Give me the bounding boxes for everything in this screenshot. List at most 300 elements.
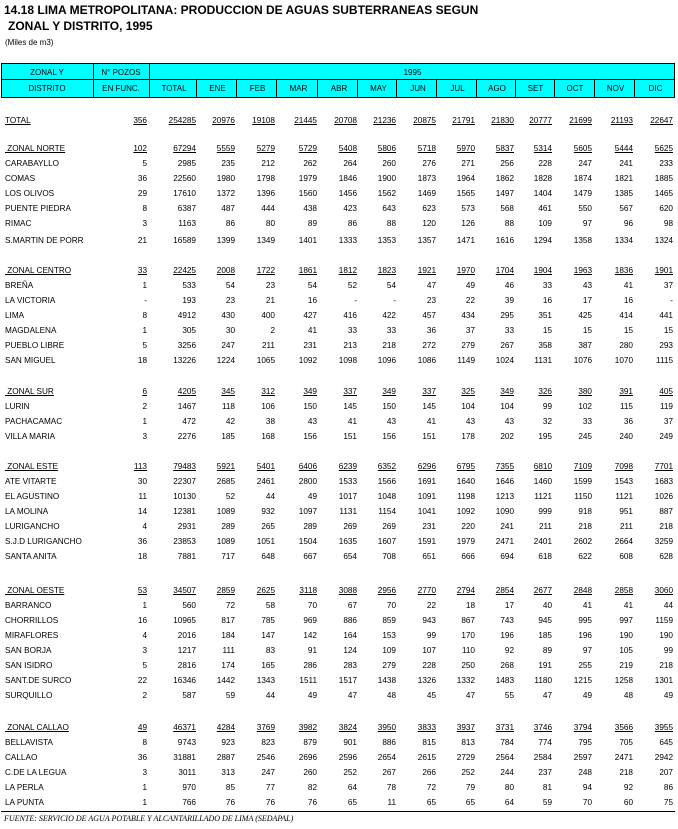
month-cell: 111	[222, 646, 235, 655]
month-cell: 785	[261, 616, 275, 625]
table-bottom-rule	[1, 811, 675, 812]
month-cell: 142	[303, 631, 317, 640]
month-cell: 40	[542, 601, 552, 610]
total-cell: 3011	[178, 768, 196, 777]
month-cell: 196	[500, 631, 514, 640]
pozos-cell: 29	[137, 189, 147, 198]
month-cell: 7109	[573, 462, 592, 471]
month-cell: 218	[578, 522, 592, 531]
month-cell: 313	[221, 768, 235, 777]
month-cell: 3731	[495, 723, 514, 732]
month-cell: 54	[307, 281, 317, 290]
month-cell: 2461	[256, 477, 275, 486]
header-month: ENE	[209, 84, 226, 93]
total-cell: 10965	[173, 616, 196, 625]
month-cell: 15	[663, 326, 673, 335]
month-cell: 15	[623, 326, 633, 335]
row-label: S.MARTIN DE PORR	[5, 236, 84, 245]
district-row	[0, 216, 678, 231]
month-cell: 3118	[299, 586, 317, 595]
month-cell: 1963	[573, 266, 592, 275]
month-cell: 202	[500, 432, 514, 441]
month-cell: 568	[500, 204, 514, 213]
month-cell: 33	[582, 417, 592, 426]
month-cell: 65	[426, 798, 436, 807]
month-cell: 1460	[533, 477, 552, 486]
month-cell: 260	[303, 768, 317, 777]
header-col-divider	[554, 79, 555, 98]
month-cell: 115	[619, 402, 633, 411]
month-cell: 42	[225, 417, 235, 426]
month-cell: 124	[343, 646, 357, 655]
header-col-divider	[357, 79, 358, 98]
month-cell: 3982	[298, 723, 317, 732]
row-label: ATE VITARTE	[5, 477, 57, 486]
month-cell: 82	[307, 783, 317, 792]
month-cell: 77	[265, 783, 275, 792]
month-cell: 5921	[216, 462, 235, 471]
month-cell: 22647	[650, 116, 673, 125]
month-cell: 211	[538, 522, 552, 531]
pozos-cell: 49	[137, 723, 147, 732]
month-cell: 2008	[216, 266, 235, 275]
month-cell: 349	[500, 387, 514, 396]
month-cell: 1326	[417, 676, 436, 685]
month-cell: 1862	[495, 174, 514, 183]
pozos-cell: 1	[142, 417, 147, 426]
month-cell: 269	[343, 522, 357, 531]
pozos-cell: 5	[142, 341, 147, 350]
header-pozos: N° POZOS	[101, 68, 141, 77]
month-cell: 220	[461, 522, 475, 531]
month-cell: 2770	[417, 586, 436, 595]
month-cell: 21	[265, 296, 275, 305]
header-month: ABR	[330, 84, 348, 93]
total-cell: 4912	[177, 311, 196, 320]
header-col-divider	[396, 79, 397, 98]
month-cell: 2854	[495, 586, 514, 595]
month-cell: 262	[303, 159, 317, 168]
month-cell: 391	[619, 387, 633, 396]
month-cell: 145	[343, 402, 357, 411]
total-cell: 2016	[177, 631, 196, 640]
month-cell: 1024	[495, 356, 514, 365]
pozos-cell: 30	[137, 477, 147, 486]
month-cell: 119	[659, 402, 673, 411]
row-label: BELLAVISTA	[5, 738, 53, 747]
month-cell: 1092	[456, 507, 475, 516]
month-cell: 47	[347, 691, 357, 700]
month-cell: 1616	[495, 236, 514, 245]
month-cell: 550	[578, 204, 592, 213]
month-cell: 218	[659, 661, 673, 670]
month-cell: 774	[538, 738, 552, 747]
month-cell: 651	[422, 552, 436, 561]
total-cell: 34507	[173, 586, 196, 595]
month-cell: 1562	[377, 189, 396, 198]
month-cell: 351	[538, 311, 552, 320]
page-subtitle: ZONAL Y DISTRITO, 1995	[8, 19, 153, 33]
month-cell: 2401	[533, 537, 552, 546]
month-cell: 694	[500, 552, 514, 561]
month-cell: 185	[221, 432, 235, 441]
month-cell: 1980	[216, 174, 235, 183]
month-cell: 1828	[533, 174, 552, 183]
month-cell: 170	[461, 631, 475, 640]
zonal-row	[0, 141, 678, 156]
row-label: ZONAL ESTE	[5, 462, 58, 471]
month-cell: 231	[303, 341, 317, 350]
month-cell: 400	[261, 311, 275, 320]
row-label: LA PERLA	[5, 783, 44, 792]
month-cell: 18	[465, 601, 475, 610]
pozos-cell: 3	[142, 646, 147, 655]
month-cell: 951	[619, 507, 633, 516]
month-cell: 6239	[338, 462, 357, 471]
zonal-row	[0, 384, 678, 399]
month-cell: 815	[422, 738, 436, 747]
month-cell: 795	[578, 738, 592, 747]
month-cell: 235	[221, 159, 235, 168]
month-cell: 92	[504, 646, 514, 655]
row-label: ZONAL CENTRO	[5, 266, 72, 275]
month-cell: 41	[426, 417, 436, 426]
month-cell: 1017	[338, 492, 357, 501]
month-cell: 1964	[456, 174, 475, 183]
pozos-cell: 16	[137, 616, 147, 625]
month-cell: 1683	[654, 477, 673, 486]
month-cell: 80	[265, 219, 275, 228]
month-cell: 59	[225, 691, 235, 700]
month-cell: 147	[261, 631, 275, 640]
month-cell: 37	[465, 326, 475, 335]
district-row	[0, 673, 678, 688]
month-cell: 717	[221, 552, 235, 561]
pozos-cell: -	[144, 296, 147, 305]
pozos-cell: 8	[142, 738, 147, 747]
month-cell: 3259	[654, 537, 673, 546]
month-cell: 667	[303, 552, 317, 561]
month-cell: 654	[343, 552, 357, 561]
pozos-cell: 356	[133, 116, 147, 125]
header-month: NOV	[606, 84, 625, 93]
month-cell: 1798	[256, 174, 275, 183]
total-cell: 22560	[173, 174, 196, 183]
month-cell: 16	[307, 296, 317, 305]
month-cell: 247	[221, 341, 235, 350]
month-cell: 164	[343, 631, 357, 640]
month-cell: 1097	[298, 507, 317, 516]
header-month: OCT	[566, 84, 584, 93]
month-cell: 280	[619, 341, 633, 350]
month-cell: 97	[582, 219, 592, 228]
month-cell: 64	[347, 783, 357, 792]
month-cell: 54	[225, 281, 235, 290]
month-cell: 3833	[417, 723, 436, 732]
month-cell: 165	[261, 661, 275, 670]
district-row	[0, 201, 678, 216]
month-cell: 1901	[654, 266, 673, 275]
month-cell: 2956	[377, 586, 396, 595]
month-cell: 86	[347, 219, 357, 228]
month-cell: 110	[461, 646, 475, 655]
header-month: AGO	[488, 84, 506, 93]
month-cell: 1159	[655, 616, 673, 625]
total-cell: 472	[182, 417, 196, 426]
pozos-cell: 3	[142, 432, 147, 441]
month-cell: 1396	[256, 189, 275, 198]
month-cell: 79	[465, 783, 475, 792]
month-cell: 89	[542, 646, 552, 655]
month-cell: 5970	[456, 144, 475, 153]
month-cell: 233	[659, 159, 673, 168]
month-cell: 276	[422, 159, 436, 168]
month-cell: 1511	[299, 676, 317, 685]
month-cell: 30	[225, 326, 235, 335]
month-cell: 48	[386, 691, 396, 700]
header-col-divider	[317, 79, 318, 98]
month-cell: 102	[578, 402, 592, 411]
month-cell: 241	[500, 522, 514, 531]
month-cell: 105	[619, 646, 633, 655]
month-cell: 813	[461, 738, 475, 747]
month-cell: 47	[426, 281, 436, 290]
header-col-divider	[594, 79, 595, 98]
district-row	[0, 534, 678, 549]
month-cell: 2	[270, 326, 275, 335]
month-cell: 33	[347, 326, 357, 335]
header-col-divider	[634, 79, 635, 98]
month-cell: 1224	[216, 356, 235, 365]
month-cell: 1180	[534, 676, 552, 685]
month-cell: 1399	[216, 236, 235, 245]
month-cell: 444	[261, 204, 275, 213]
row-label: VILLA MARIA	[5, 432, 56, 441]
month-cell: 96	[623, 219, 633, 228]
total-cell: 970	[182, 783, 196, 792]
month-cell: 995	[578, 616, 592, 625]
pozos-cell: 8	[142, 204, 147, 213]
month-cell: 2859	[216, 586, 235, 595]
month-cell: 33	[386, 326, 396, 335]
district-row	[0, 549, 678, 564]
month-cell: 1722	[256, 266, 275, 275]
month-cell: 867	[461, 616, 475, 625]
row-label: MIRAFLORES	[5, 631, 59, 640]
page-title: 14.18 LIMA METROPOLITANA: PRODUCCION DE AGUAS SUBTERRANEAS SEGUN	[4, 3, 479, 17]
district-row	[0, 323, 678, 338]
total-cell: 193	[182, 296, 196, 305]
month-cell: 1921	[417, 266, 436, 275]
district-row	[0, 598, 678, 613]
month-cell: 1560	[298, 189, 317, 198]
month-cell: 2794	[456, 586, 475, 595]
month-cell: 1599	[573, 477, 592, 486]
month-cell: 2584	[533, 753, 552, 762]
month-cell: 1051	[256, 537, 275, 546]
row-label: EL AGUSTINO	[5, 492, 60, 501]
month-cell: 44	[265, 691, 275, 700]
total-cell: 254285	[168, 116, 196, 125]
month-cell: 1543	[614, 477, 633, 486]
month-cell: 244	[500, 768, 514, 777]
month-cell: 219	[619, 661, 633, 670]
month-cell: 81	[542, 783, 552, 792]
month-cell: 1438	[377, 676, 396, 685]
month-cell: 1640	[456, 477, 475, 486]
month-cell: 249	[659, 432, 673, 441]
month-cell: 20976	[212, 116, 235, 125]
row-label: SANTA ANITA	[5, 552, 57, 561]
total-cell: 46371	[173, 723, 196, 732]
month-cell: 1086	[417, 356, 436, 365]
month-cell: 1885	[654, 174, 673, 183]
month-cell: 923	[221, 738, 235, 747]
row-label: MAGDALENA	[5, 326, 57, 335]
month-cell: 211	[261, 341, 275, 350]
month-cell: 295	[500, 311, 514, 320]
district-row	[0, 519, 678, 534]
month-cell: 86	[663, 783, 673, 792]
month-cell: 1483	[495, 676, 514, 685]
month-cell: 109	[382, 646, 396, 655]
total-cell: 22425	[173, 266, 196, 275]
month-cell: 207	[659, 768, 673, 777]
total-cell: 4205	[177, 387, 196, 396]
month-cell: 3746	[533, 723, 552, 732]
month-cell: 22	[465, 296, 475, 305]
month-cell: 1404	[533, 189, 552, 198]
month-cell: 44	[265, 492, 275, 501]
month-cell: 416	[343, 311, 357, 320]
month-cell: 5314	[533, 144, 552, 153]
month-cell: 932	[261, 507, 275, 516]
month-cell: 1149	[457, 356, 475, 365]
header-year: 1995	[403, 68, 422, 77]
pozos-cell: 6	[142, 387, 147, 396]
month-cell: 36	[623, 417, 633, 426]
month-cell: 886	[343, 616, 357, 625]
month-cell: 5401	[256, 462, 275, 471]
month-cell: 1076	[573, 356, 592, 365]
row-label: ZONAL SUR	[5, 387, 54, 396]
month-cell: 666	[461, 552, 475, 561]
row-label: COMAS	[5, 174, 36, 183]
month-cell: 5408	[338, 144, 357, 153]
month-cell: 1343	[256, 676, 275, 685]
month-cell: 5806	[377, 144, 396, 153]
month-cell: 22	[426, 601, 436, 610]
month-cell: 5837	[495, 144, 514, 153]
month-cell: 218	[659, 522, 673, 531]
month-cell: 1566	[377, 477, 396, 486]
month-cell: 1301	[654, 676, 673, 685]
month-cell: 879	[303, 738, 317, 747]
row-label: LA MOLINA	[5, 507, 49, 516]
month-cell: 705	[619, 738, 633, 747]
month-cell: 823	[261, 738, 275, 747]
pozos-cell: 53	[137, 586, 147, 595]
month-cell: 55	[504, 691, 514, 700]
month-cell: 78	[386, 783, 396, 792]
month-cell: 293	[659, 341, 673, 350]
month-cell: 1048	[377, 492, 396, 501]
month-cell: 59	[542, 798, 552, 807]
month-cell: 1150	[574, 492, 592, 501]
month-cell: 6296	[417, 462, 436, 471]
month-cell: 380	[578, 387, 592, 396]
month-cell: 1704	[495, 266, 514, 275]
district-row	[0, 308, 678, 323]
total-cell: 2276	[177, 432, 196, 441]
month-cell: 272	[422, 341, 436, 350]
month-cell: 1635	[338, 537, 357, 546]
pozos-cell: 1	[142, 783, 147, 792]
month-cell: 76	[307, 798, 317, 807]
month-cell: 265	[261, 522, 275, 531]
pozos-cell: 102	[133, 144, 147, 153]
district-row	[0, 795, 678, 810]
month-cell: 918	[578, 507, 592, 516]
total-cell: 1217	[177, 646, 196, 655]
month-cell: -	[393, 296, 396, 305]
month-cell: 5729	[298, 144, 317, 153]
month-cell: 422	[382, 311, 396, 320]
month-cell: 1533	[338, 477, 357, 486]
month-cell: 67	[347, 601, 357, 610]
month-cell: 97	[582, 646, 592, 655]
header-month: FEB	[249, 84, 266, 93]
row-label: LOS OLIVOS	[5, 189, 55, 198]
month-cell: 151	[422, 432, 436, 441]
month-cell: 43	[465, 417, 475, 426]
month-cell: 434	[461, 311, 475, 320]
month-cell: 150	[382, 402, 396, 411]
month-cell: 901	[343, 738, 357, 747]
month-cell: 1591	[417, 537, 436, 546]
month-cell: 1646	[495, 477, 514, 486]
month-cell: 2942	[654, 753, 673, 762]
month-cell: 267	[382, 768, 396, 777]
month-cell: 337	[343, 387, 357, 396]
month-cell: 20777	[529, 116, 552, 125]
month-cell: 248	[578, 768, 592, 777]
month-cell: 60	[623, 798, 633, 807]
month-cell: 1154	[378, 507, 396, 516]
month-cell: 16	[542, 296, 552, 305]
pozos-cell: 8	[142, 311, 147, 320]
row-label: CALLAO	[5, 753, 38, 762]
month-cell: 2677	[533, 586, 552, 595]
month-cell: 943	[422, 616, 436, 625]
month-cell: 47	[542, 691, 552, 700]
month-cell: 2685	[216, 477, 235, 486]
header-col-divider	[196, 79, 197, 98]
month-cell: 15	[542, 326, 552, 335]
month-cell: 1874	[573, 174, 592, 183]
month-cell: 1333	[338, 236, 357, 245]
month-cell: 21791	[452, 116, 475, 125]
pozos-cell: 18	[137, 552, 147, 561]
month-cell: 58	[265, 601, 275, 610]
month-cell: 487	[221, 204, 235, 213]
month-cell: 260	[382, 159, 396, 168]
month-cell: 21236	[373, 116, 396, 125]
month-cell: 191	[538, 661, 552, 670]
month-cell: 43	[307, 417, 317, 426]
month-cell: 107	[422, 646, 436, 655]
month-cell: 1096	[377, 356, 396, 365]
